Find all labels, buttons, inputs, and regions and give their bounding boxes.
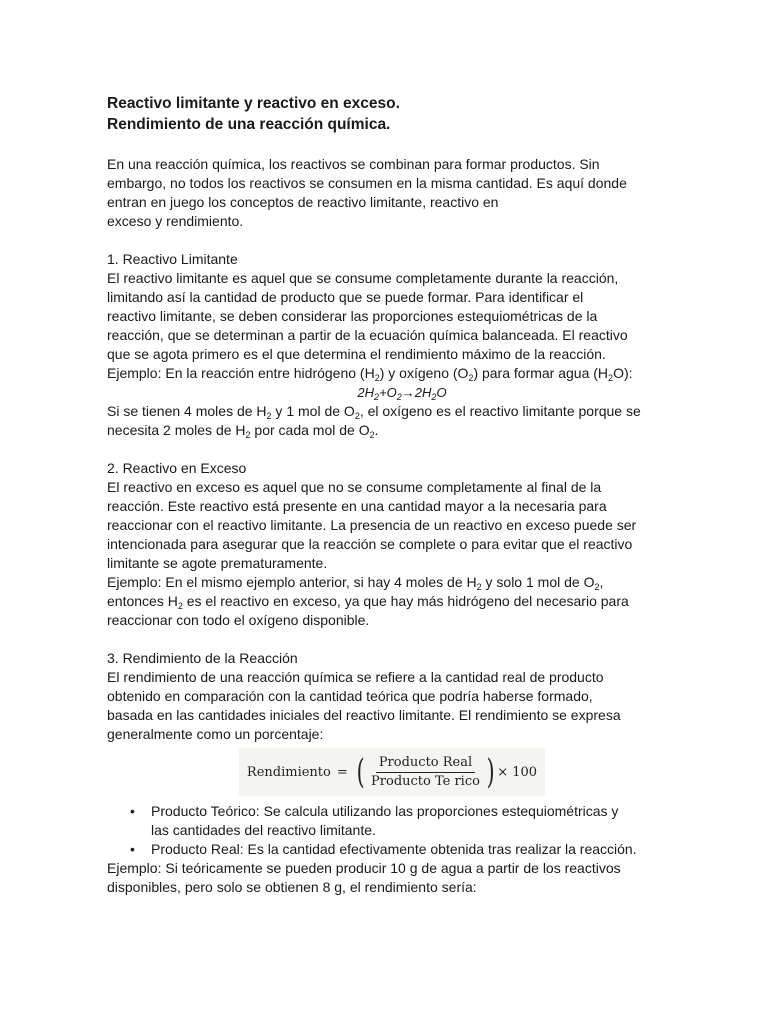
intro-line: exceso y rendimiento. — [107, 213, 244, 229]
section-heading: 3. Rendimiento de la Reacción — [107, 650, 298, 666]
body-line: El rendimiento de una reacción química se refiere a la cantidad real de producto — [107, 669, 604, 685]
formula-equals: = — [336, 764, 348, 780]
body-line: intencionada para asegurar que la reacción se complete o para evitar que el reactivo — [107, 536, 633, 552]
section-rendimiento — [107, 649, 667, 897]
left-paren: ( — [356, 752, 365, 792]
document-title — [107, 93, 667, 135]
example-line: reaccionar con todo el oxígeno disponible. — [107, 612, 370, 628]
list-item-line: las cantidades del reactivo limitante. — [151, 822, 376, 838]
formula-image — [239, 748, 545, 796]
body-line: reacción, que se determinan a partir de la ecuación química balanceada. El reactivo — [107, 327, 628, 343]
intro-paragraph — [107, 155, 667, 231]
yield-formula — [107, 748, 667, 796]
chemical-equation: $2H_2+O_2\to 2H_2O$ — [357, 385, 447, 402]
title-line-1: Reactivo limitante y reactivo en exceso. — [107, 95, 400, 112]
section-heading: 1. Reactivo Limitante — [107, 251, 238, 267]
document-page — [107, 93, 667, 897]
formula-denominator: Producto Te rico — [371, 773, 480, 789]
body-line: disponibles, pero solo se obtienen 8 g, el rendimiento sería: — [107, 879, 477, 895]
intro-line: entran en juego los conceptos de reactivo limitante, reactivo en — [107, 194, 499, 210]
intro-line: En una reacción química, los reactivos se combinan para formar productos. Sin — [107, 156, 600, 172]
example-line: entonces $H_2$ es el reactivo en exceso, ya que hay más hidrógeno del necesario para — [107, 593, 629, 611]
body-line: Si se tienen 4 moles de $H_2$ y 1 mol de $O_2$, el oxígeno es el reactivo limitante porque se — [107, 403, 641, 421]
list-item-line: • Producto Real: Es la cantidad efectivamente obtenida tras realizar la reacción. — [151, 841, 637, 857]
formula-fraction — [368, 755, 483, 790]
example-line: Ejemplo: En el mismo ejemplo anterior, si hay 4 moles de $H_2$ y solo 1 mol de $O_2$, — [107, 574, 604, 592]
intro-line: embargo, no todos los reactivos se consumen en la misma cantidad. Es aquí donde — [107, 175, 627, 191]
body-line: reacción. Este reactivo está presente en una cantidad mayor a la necesaria para — [107, 498, 607, 514]
body-line: basada en las cantidades iniciales del reactivo limitante. El rendimiento se expresa — [107, 707, 621, 723]
body-line: limitante se agote prematuramente. — [107, 555, 328, 571]
section-heading: 2. Reactivo en Exceso — [107, 460, 247, 476]
right-paren: ) — [486, 752, 495, 792]
section-reactivo-exceso — [107, 459, 667, 630]
formula-lhs: Rendimiento — [246, 764, 331, 780]
body-line: que se agota primero es el que determina el rendimiento máximo de la reacción. — [107, 346, 606, 362]
example-line: Ejemplo: En la reacción entre hidrógeno $(H_2)$ y oxígeno $(O_2)$ para formar agua $(H_2O)$: — [107, 365, 633, 383]
formula-multiplier: × 100 — [497, 764, 538, 780]
list-item — [151, 840, 667, 859]
body-line: limitando así la cantidad de producto que se puede formar. Para identificar el — [107, 289, 584, 305]
body-line: generalmente como un porcentaje: — [107, 726, 324, 742]
formula-numerator: Producto Real — [376, 755, 475, 773]
body-line: reactivo limitante, se deben considerar las proporciones estequiométricas de la — [107, 308, 598, 324]
body-line: El reactivo limitante es aquel que se consume completamente durante la reacción, — [107, 270, 619, 286]
body-line: El reactivo en exceso es aquel que no se consume completamente al final de la — [107, 479, 602, 495]
definition-list — [107, 802, 667, 859]
list-item-line: • Producto Teórico: Se calcula utilizando las proporciones estequiométricas y — [151, 803, 619, 819]
title-line-2: Rendimiento de una reacción química. — [107, 116, 391, 133]
section-reactivo-limitante — [107, 250, 667, 440]
list-item — [151, 802, 667, 840]
body-line: Ejemplo: Si teóricamente se pueden producir 10 g de agua a partir de los reactivos — [107, 860, 621, 876]
body-line: necesita 2 moles de $H_2$ por cada mol de $O_2$. — [107, 422, 379, 440]
body-line: reaccionar con el reactivo limitante. La presencia de un reactivo en exceso puede ser — [107, 517, 637, 533]
body-line: obtenido en comparación con la cantidad teórica que podría haberse formado, — [107, 688, 593, 704]
